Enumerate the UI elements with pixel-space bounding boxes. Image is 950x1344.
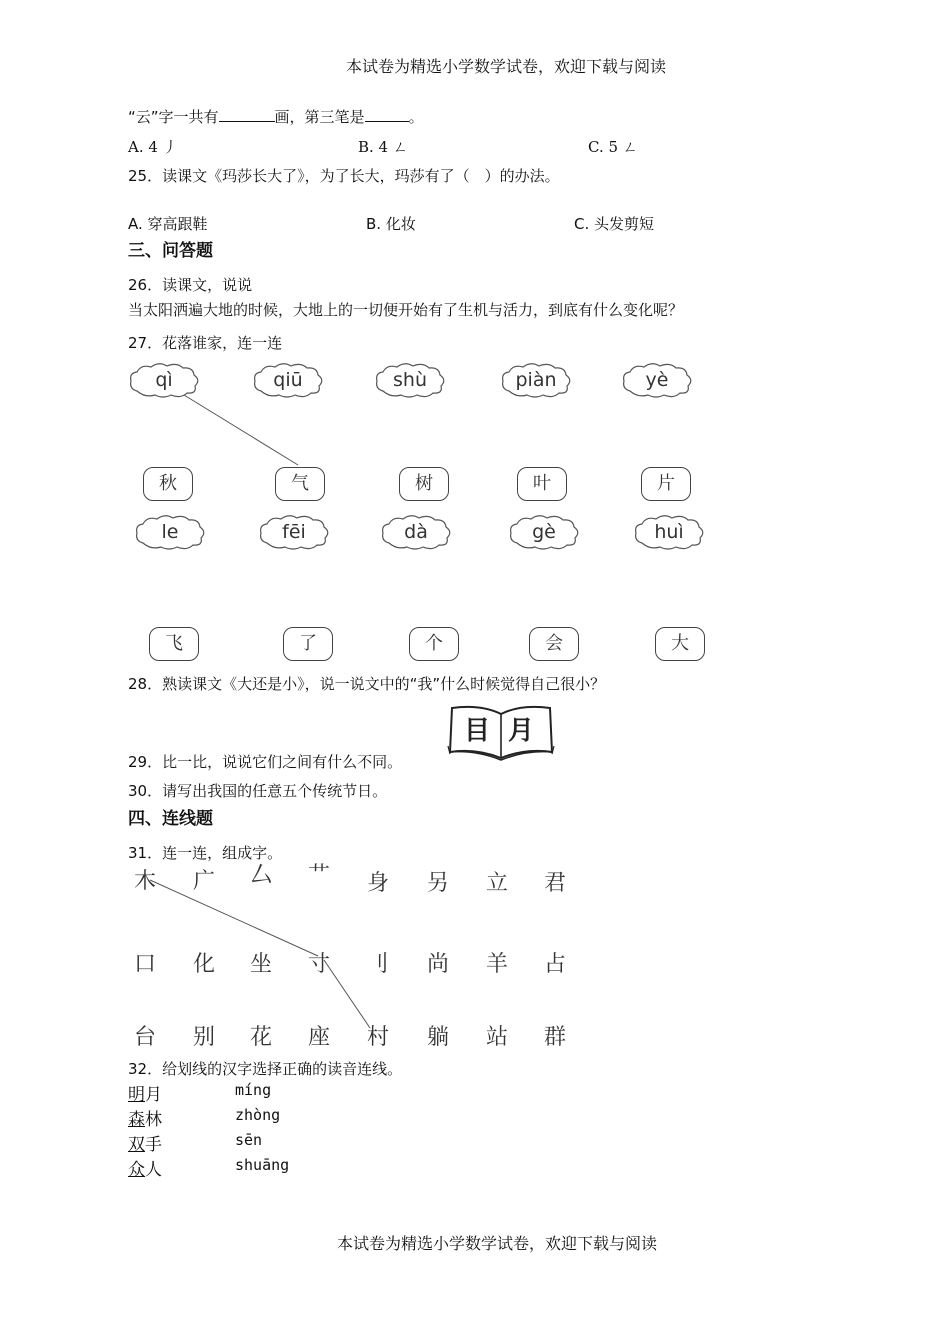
pinyin-label: huì [654,521,684,543]
component-char[interactable]: 占 [544,952,567,977]
word-rest: 人 [145,1160,162,1180]
component-char[interactable]: 君 [544,871,567,896]
pinyin-label: gè [532,521,556,543]
underlined-char: 明 [128,1085,145,1105]
underlined-char: 众 [128,1160,145,1180]
question-28-title: 28．熟读课文《大还是小》，说一说文中的“我”什么时候觉得自己很小？ [128,675,606,693]
page-header: 本试卷为精选小学数学试卷，欢迎下载与阅读 [346,57,667,76]
character-box[interactable]: 叶 [517,467,567,501]
result-char[interactable]: 群 [544,1025,567,1050]
component-char[interactable]: 木 [134,869,157,894]
result-char[interactable]: 别 [193,1025,216,1050]
component-char[interactable]: 艹 [308,863,331,888]
q32-reading[interactable]: sēn [235,1131,263,1149]
pinyin-label: piàn [515,369,557,391]
character-box[interactable]: 秋 [143,467,193,501]
character-box[interactable]: 大 [655,627,705,661]
result-char[interactable]: 花 [250,1025,273,1050]
book-right-char: 月 [508,716,535,746]
component-char[interactable]: 化 [193,952,216,977]
q24-option-b[interactable]: B. 4 ㄥ [358,138,408,156]
q25-option-b[interactable]: B. 化妆 [366,215,416,233]
character-box[interactable]: 树 [399,467,449,501]
component-char[interactable]: 厶 [250,863,273,888]
question-29-title: 29．比一比，说说它们之间有什么不同。 [128,753,403,771]
pinyin-label: fēi [282,521,306,543]
section-3-heading: 三、问答题 [128,241,213,261]
pinyin-label: dà [404,521,428,543]
underlined-char: 双 [128,1135,145,1155]
component-char[interactable]: 另 [427,871,450,896]
component-char[interactable]: 羊 [486,952,509,977]
q32-word[interactable] [128,1080,162,1105]
question-26-title: 26．读课文，说说 [128,276,253,294]
word-rest: 手 [145,1135,162,1155]
component-char[interactable]: 广 [193,869,216,894]
q32-word[interactable] [128,1155,162,1180]
result-char[interactable]: 座 [308,1025,331,1050]
question-27-title: 27．花落谁家，连一连 [128,334,283,352]
question-30-title: 30．请写出我国的任意五个传统节日。 [128,782,388,800]
character-box[interactable]: 片 [641,467,691,501]
q32-word[interactable] [128,1105,162,1130]
component-char[interactable]: 寸 [308,952,331,977]
q24-stem-part-a: “云”字一共有 [128,108,219,126]
result-char[interactable]: 躺 [427,1025,450,1050]
page-footer: 本试卷为精选小学数学试卷，欢迎下载与阅读 [337,1234,658,1253]
question-25-stem: 25．读课文《玛莎长大了》，为了长大，玛莎有了（ ）的办法。 [128,167,560,185]
book-left-char: 目 [464,716,491,746]
section-4-heading: 四、连线题 [128,809,213,829]
question-31-title: 31．连一连，组成字。 [128,844,283,862]
pinyin-label: le [161,521,179,543]
q32-word[interactable] [128,1130,162,1155]
q32-reading[interactable]: shuāng [235,1156,290,1174]
question-26-body: 当太阳洒遍大地的时候，大地上的一切便开始有了生机与活力，到底有什么变化呢？ [128,301,684,319]
character-box[interactable]: 个 [409,627,459,661]
q24-option-a[interactable]: A. 4 丿 [128,138,178,156]
pinyin-label: yè [645,369,669,391]
q24-option-c[interactable]: C. 5 ㄥ [588,138,638,156]
pinyin-label: shù [393,369,427,391]
character-box[interactable]: 飞 [149,627,199,661]
underlined-char: 森 [128,1110,145,1130]
q24-stem-part-c: 。 [408,108,424,126]
pinyin-label: qì [155,369,173,391]
word-rest: 林 [145,1110,162,1130]
word-rest: 月 [145,1085,162,1105]
character-box[interactable]: 气 [275,467,325,501]
q24-stem-part-b: 画，第三笔是 [274,108,365,126]
component-char[interactable]: 身 [367,871,390,896]
q32-reading[interactable]: míng [235,1081,272,1099]
character-box[interactable]: 了 [283,627,333,661]
result-char[interactable]: 村 [367,1025,390,1050]
component-char[interactable]: 立 [486,871,509,896]
q25-option-c[interactable]: C. 头发剪短 [574,215,655,233]
component-char[interactable]: 坐 [250,952,273,977]
component-char[interactable]: 尚 [427,952,450,977]
result-char[interactable]: 站 [486,1025,509,1050]
character-box[interactable]: 会 [529,627,579,661]
question-32-title: 32．给划线的汉字选择正确的读音连线。 [128,1060,403,1078]
pinyin-label: qiū [273,369,303,391]
q32-reading[interactable]: zhòng [235,1106,281,1124]
component-char[interactable]: 口 [134,952,157,977]
result-char[interactable]: 台 [134,1025,157,1050]
q25-option-a[interactable]: A. 穿高跟鞋 [128,215,208,233]
component-char[interactable]: 刂 [367,952,390,977]
